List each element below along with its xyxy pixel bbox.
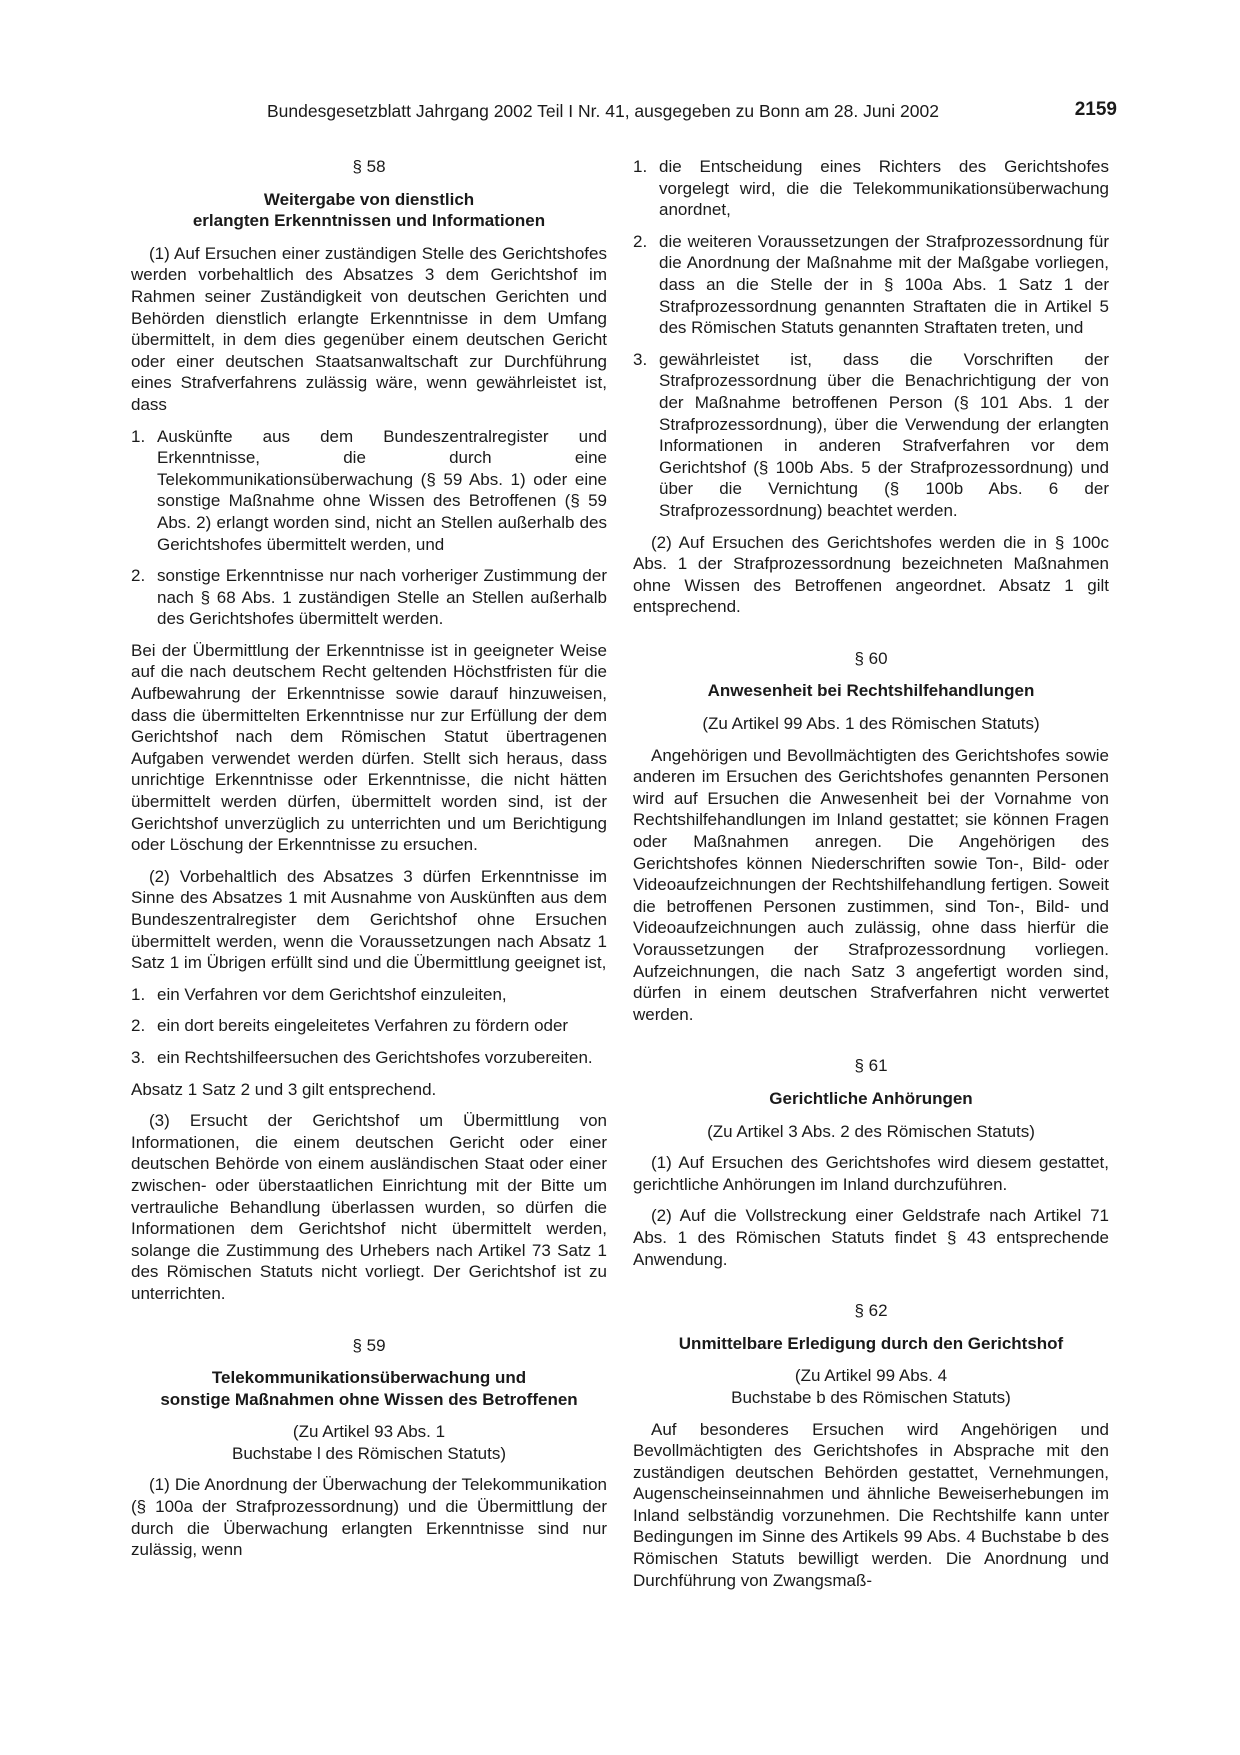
section-59-para-2: (2) Auf Ersuchen des Gerichtshofes werden die in § 100c Abs. 1 der Strafprozessordnung bezeichneten Maßnahmen ohne Wissen des Betroffenen angeordnet. Absatz 1 gilt entsprechend. [633, 532, 1109, 617]
list-item-number: 1. [131, 426, 146, 446]
section-58-para-3: (3) Ersucht der Gerichtshof um Übermittlung von Informationen, die einem deutschen Gericht oder einer deutschen Behörde von einem ausländischen Staat oder einer zwischen- oder überstaatlichen Einrichtung mit der Bitte um vertrauliche Behandlung überlassen wurden, so dürfen die Informationen dem Gerichtshof nicht übermittelt werden, solange die Zustimmung des Urhebers nach Artikel 73 Satz 1 des Römischen Statuts nicht vorliegt. Der Gerichtshof ist zu unterrichten. [131, 1111, 607, 1303]
list-item [131, 426, 607, 556]
section-59-title-line2: sonstige Maßnahmen ohne Wissen des Betroffenen [160, 1389, 578, 1409]
section-59-para-1-list [633, 156, 1109, 522]
section-58-para-2: (2) Vorbehaltlich des Absatzes 3 dürfen Erkenntnisse im Sinne des Absatzes 1 mit Ausnahme von Auskünften aus dem Bundeszentralregister dem Gerichtshof ohne Ersuchen übermittelt werden, wenn die Voraussetzungen nach Absatz 1 Satz 1 im Übrigen erfüllt sind und die Übermittlung geeignet ist, [131, 866, 607, 973]
list-item-text: ein Rechtshilfeersuchen des Gerichtshofes vorzubereiten. [157, 1047, 593, 1067]
list-item-text: ein dort bereits eingeleitetes Verfahren zu fördern oder [157, 1016, 569, 1036]
section-59-subtitle [131, 1421, 607, 1464]
section-59-subtitle-line2: Buchstabe l des Römischen Statuts) [231, 1443, 507, 1463]
section-61-subtitle: (Zu Artikel 3 Abs. 2 des Römischen Statuts) [707, 1121, 1035, 1141]
list-item-text: ein Verfahren vor dem Gerichtshof einzuleiten, [157, 984, 507, 1004]
list-item-text: gewährleistet ist, dass die Vorschriften der Strafprozessordnung über die Benachrichtigung der von der Maßnahme betroffenen Person (§ 101 Abs. 1 der Strafprozessordnung), über die Verwendung der erlangten Informationen in anderen Strafverfahren vor dem Gerichtshof (§ 100b Abs. 5 der Strafprozessordnung) und über die Vernichtung (§ 100b Abs. 6 der Strafprozessordnung) beachtet werden. [659, 349, 1109, 520]
section-58-para-1-list [131, 426, 607, 630]
list-item-text: Auskünfte aus dem Bundeszentralregister und Erkenntnisse, die durch eine Telekommunikationsüberwachung (§ 59 Abs. 1) oder eine sonstige Maßnahme ohne Wissen des Betroffenen (§ 59 Abs. 2) erlangt worden sind, nicht an Stellen außerhalb des Gerichtshofes übermittelt werden, und [157, 426, 607, 554]
list-item [131, 1047, 607, 1069]
section-58-para-1: (1) Auf Ersuchen einer zuständigen Stelle des Gerichtshofes werden vorbehaltlich des Absatzes 3 dem Gerichtshof im Rahmen seiner Zuständigkeit von deutschen Gerichten und Behörden dienstlich erlangte Erkenntnisse in dem Umfang übermittelt, in dem dies gegenüber einem deutschen Gericht oder einer deutschen Staatsanwaltschaft zur Durchführung eines Strafverfahrens zulässig wäre, wenn gewährleistet ist, dass [131, 243, 607, 414]
section-62-number: § 62 [854, 1301, 888, 1321]
section-58-para-1-continuation: Bei der Übermittlung der Erkenntnisse ist in geeigneter Weise auf die nach deutschem Recht geltenden Höchstfristen für die Aufbewahrung der Erkenntnisse sowie darauf hinzuweisen, dass die übermittelten Erkenntnisse nur zur Erfüllung der dem Gerichtshof nach dem Römischen Statut übertragenen Aufgaben verwendet werden dürfen. Stellt sich heraus, dass unrichtige Erkenntnisse oder Erkenntnisse, die nicht hätten übermittelt werden dürfen, übermittelt worden sind, ist der Gerichtshof unverzüglich zu unterrichten und um Berichtigung oder Löschung der Erkenntnisse zu ersuchen. [131, 640, 607, 855]
section-60-number: § 60 [854, 648, 888, 668]
list-item-number: 2. [131, 566, 146, 586]
list-item-number: 3. [633, 349, 648, 369]
list-item-text: die weiteren Voraussetzungen der Strafprozessordnung für die Anordnung der Maßnahme mit der Maßgabe vorliegen, dass an die Stelle der in § 100a Abs. 1 Satz 1 der Strafprozessordnung genannten Straftaten die in Artikel 5 des Römischen Statuts genannten Straftaten treten, und [659, 231, 1109, 338]
page-number: 2159 [1074, 99, 1117, 120]
list-item-number: 3. [131, 1047, 146, 1067]
section-61-para-2: (2) Auf die Vollstreckung einer Geldstrafe nach Artikel 71 Abs. 1 des Römischen Statuts findet § 43 entsprechende Anwendung. [633, 1206, 1109, 1269]
list-item-number: 1. [633, 157, 648, 176]
running-header [130, 101, 1122, 127]
list-item-text: sonstige Erkenntnisse nur nach vorheriger Zustimmung der nach § 68 Abs. 1 zuständigen Stelle an Stellen außerhalb des Gerichtshofes übermittelt werden. [157, 566, 607, 629]
section-62-title: Unmittelbare Erledigung durch den Gerichtshof [678, 1333, 1064, 1353]
list-item-number: 2. [633, 231, 648, 251]
list-item [131, 1015, 607, 1037]
section-61-number: § 61 [854, 1056, 888, 1076]
left-column [131, 156, 607, 1571]
list-item-number: 2. [131, 1016, 146, 1036]
section-59-subtitle-line1: (Zu Artikel 93 Abs. 1 [292, 1422, 446, 1442]
section-59-title [131, 1367, 607, 1410]
section-60-title: Anwesenheit bei Rechtshilfehandlungen [707, 681, 1035, 701]
section-59-title-line1: Telekommunikationsüberwachung und [211, 1368, 527, 1388]
list-item-number: 1. [131, 984, 146, 1004]
list-item-text: die Entscheidung eines Richters des Gerichtshofes vorgelegt wird, die die Telekommunikationsüberwachung anordnet, [659, 157, 1109, 220]
section-61-para-1: (1) Auf Ersuchen des Gerichtshofes wird diesem gestattet, gerichtliche Anhörungen im Inland durchzuführen. [633, 1153, 1109, 1194]
section-58-para-2-list [131, 984, 607, 1069]
list-item [633, 156, 1109, 221]
section-62-subtitle-line1: (Zu Artikel 99 Abs. 4 [794, 1366, 948, 1386]
section-58-para-2-continuation: Absatz 1 Satz 2 und 3 gilt entsprechend. [131, 1079, 437, 1099]
section-58-number: § 58 [352, 157, 386, 176]
list-item [633, 349, 1109, 522]
section-60-subtitle: (Zu Artikel 99 Abs. 1 des Römischen Statuts) [702, 714, 1040, 734]
list-item [633, 231, 1109, 339]
section-58-title-line1: Weitergabe von dienstlich [263, 189, 475, 209]
header-title: Bundesgesetzblatt Jahrgang 2002 Teil I Nr. 41, ausgegeben zu Bonn am 28. Juni 2002 [267, 101, 939, 121]
section-61-title: Gerichtliche Anhörungen [769, 1088, 973, 1108]
section-60-para-1: Angehörigen und Bevollmächtigten des Gerichtshofes sowie anderen im Ersuchen des Gerichtshofes genannten Personen wird auf Ersuchen die Anwesenheit bei der Vornahme von Rechtshilfehandlungen im Inland gestattet; sie können Fragen oder Maßnahmen anregen. Die Angehörigen des Gerichtshofes können Niederschriften sowie Ton-, Bild- oder Videoaufzeichnungen der Rechtshilfehandlung fertigen. Soweit die betroffenen Personen zustimmen, sind Ton-, Bild- und Videoaufzeichnungen auch zulässig, ohne dass hierfür die Voraussetzungen der Strafprozessordnung vorliegen. Aufzeichnungen, die nach Satz 3 angefertigt worden sind, dürfen in einem deutschen Strafverfahren nicht verwertet werden. [633, 745, 1109, 1024]
section-62-subtitle [633, 1365, 1109, 1408]
section-59-para-1: (1) Die Anordnung der Überwachung der Telekommunikation (§ 100a der Strafprozessordnung) und die Übermittlung der durch die Überwachung erlangten Erkenntnisse sind nur zulässig, wenn [131, 1475, 607, 1560]
section-58-title [131, 189, 607, 232]
section-62-subtitle-line2: Buchstabe b des Römischen Statuts) [731, 1387, 1011, 1407]
right-column [633, 156, 1109, 1601]
list-item [131, 984, 607, 1006]
section-58-title-line2: erlangten Erkenntnissen und Informationen [192, 211, 546, 231]
list-item [131, 565, 607, 630]
section-59-number: § 59 [352, 1335, 386, 1355]
section-62-para-1: Auf besonderes Ersuchen wird Angehörigen und Bevollmächtigten des Gerichtshofes in Absprache mit den zuständigen deutschen Behörden gestattet, Vernehmungen, Augenscheinseinnahmen und ähnliche Beweiserhebungen im Inland selbständig vorzunehmen. Die Rechtshilfe kann unter Bedingungen im Sinne des Artikels 99 Abs. 4 Buchstabe b des Römischen Statuts bewilligt werden. Die Anordnung und Durchführung von Zwangsmaß- [633, 1419, 1109, 1590]
